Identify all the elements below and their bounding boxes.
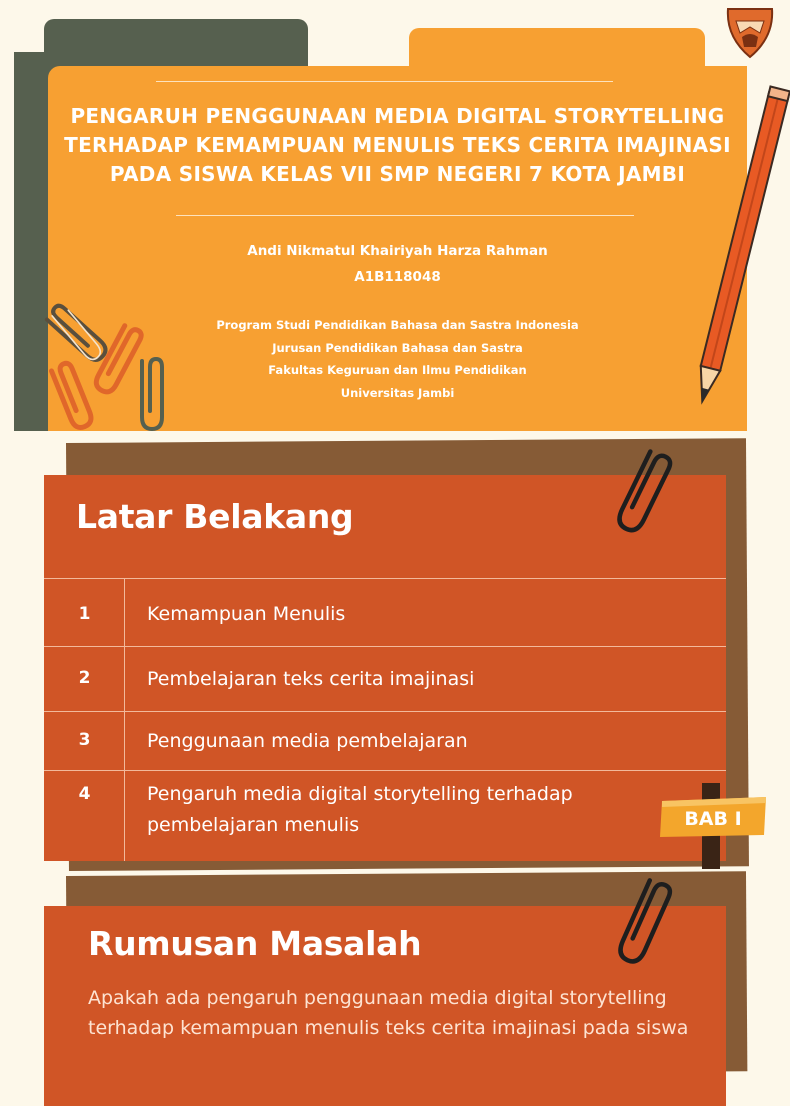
thesis-title — [48, 102, 747, 189]
table-row — [44, 578, 726, 646]
university: Universitas Jambi — [340, 385, 455, 400]
chapter-badge-label: BAB I — [684, 808, 742, 830]
row-number: 3 — [78, 730, 91, 750]
background-slide — [0, 431, 768, 868]
table-row — [44, 646, 726, 711]
author-id: A1B118048 — [354, 269, 441, 285]
chapter-badge — [658, 779, 768, 871]
row-number: 1 — [78, 604, 91, 624]
section-heading: Rumusan Masalah — [88, 924, 422, 963]
table-row — [44, 711, 726, 770]
row-number: 2 — [78, 668, 91, 688]
pencil-icon — [690, 80, 790, 420]
top-divider — [156, 81, 613, 82]
problem-slide — [0, 868, 768, 1039]
title-slide — [14, 0, 747, 431]
department: Jurusan Pendidikan Bahasa dan Sastra — [272, 340, 523, 355]
table-row — [44, 770, 726, 861]
paperclip-icon — [36, 295, 176, 431]
title-line: TERHADAP KEMAMPUAN MENULIS TEKS CERITA IMAJINASI — [64, 133, 731, 157]
problem-statement: Apakah ada pengaruh penggunaan media digital storytelling terhadap kemampuan menulis teks cerita imajinasi pada siswa — [88, 987, 689, 1039]
author-block — [48, 238, 747, 290]
background-table — [44, 578, 726, 861]
university-logo-icon — [722, 3, 778, 61]
section-heading: Latar Belakang — [76, 497, 354, 536]
row-number: 4 — [78, 784, 91, 804]
paperclip-icon — [604, 445, 676, 537]
row-text: Penggunaan media pembelajaran — [147, 730, 468, 752]
row-text: Pengaruh media digital storytelling terhadap pembelajaran menulis — [147, 783, 573, 836]
bottom-divider — [176, 215, 634, 216]
study-program: Program Studi Pendidikan Bahasa dan Sastra Indonesia — [216, 318, 579, 332]
row-text: Pembelajaran teks cerita imajinasi — [147, 668, 475, 690]
title-line: PENGARUH PENGGUNAAN MEDIA DIGITAL STORYTELLING — [70, 104, 725, 128]
row-text: Kemampuan Menulis — [147, 603, 346, 625]
paperclip-icon — [604, 874, 676, 970]
title-line: PADA SISWA KELAS VII SMP NEGERI 7 KOTA JAMBI — [109, 162, 686, 186]
faculty: Fakultas Keguruan dan Ilmu Pendidikan — [268, 363, 527, 377]
author-name: Andi Nikmatul Khairiyah Harza Rahman — [247, 243, 548, 259]
